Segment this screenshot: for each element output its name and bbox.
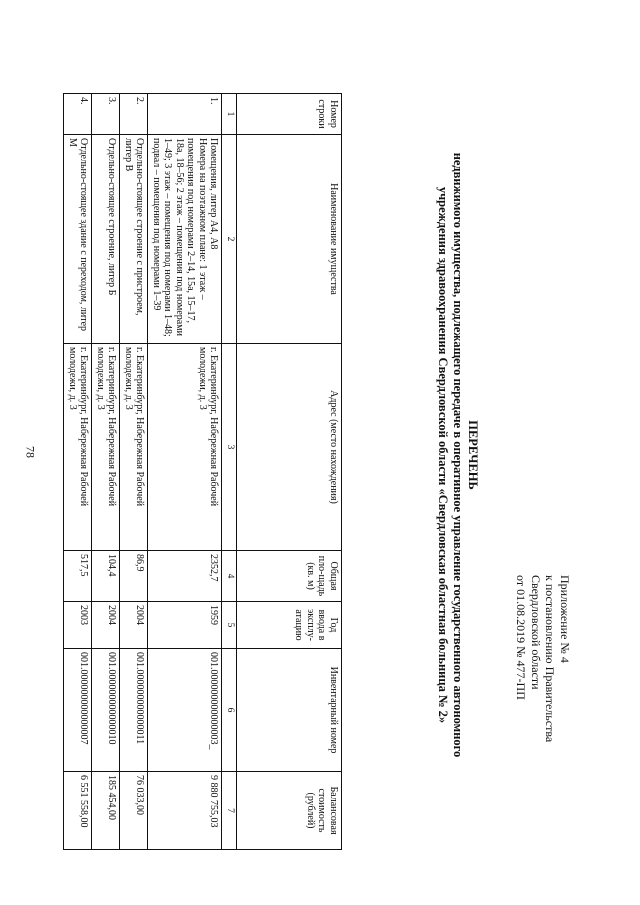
column-number: 2 — [222, 135, 237, 344]
title-subheading: учреждения здравоохранения Свердловской области «Свердловская областная больница № 2» — [436, 186, 450, 724]
property-name: Отдельно-стоящее строение, литер Б — [92, 135, 120, 344]
property-name: Отдельно-стоящее здание с переходом, литер М — [64, 135, 92, 344]
column-number: 1 — [222, 94, 237, 135]
header-address: Адрес (место нахождения) — [237, 344, 342, 551]
property-address: г. Екатеринбург, Набережная Рабочей молодежи, д. 3 — [148, 344, 222, 551]
row-number: 4. — [64, 94, 92, 135]
appendix-line: Приложение № 4 — [558, 575, 572, 663]
row-number: 3. — [92, 94, 120, 135]
inventory-number: 001.000000000000003_ — [148, 649, 222, 772]
inventory-number: 001.000000000000007 — [64, 649, 92, 772]
property-address: г. Екатеринбург, Набережная Рабочей молодежи, д. 3 — [64, 344, 92, 551]
inventory-number: 001.000000000000011 — [120, 649, 148, 772]
property-area: 2352,7 — [148, 551, 222, 602]
header-property-name: Наименование имущества — [237, 135, 342, 344]
table-row — [148, 94, 222, 850]
header-area: Общая пло-щадь (кв. м) — [237, 551, 342, 602]
header-year: Год ввода в эксплу-атацию — [237, 602, 342, 649]
document-title — [435, 95, 480, 815]
header-inventory-number: Инвентарный номер — [237, 649, 342, 772]
property-address: г. Екатеринбург, Набережная Рабочей молодежи, д. 3 — [92, 344, 120, 551]
table-row — [64, 94, 92, 850]
property-area: 104,4 — [92, 551, 120, 602]
property-name: Помещения, литер А4, А8 Номера на поэтажном плане: 1 этаж – помещения под номерами 2–14, 15а, 15–17, 18а, 18–56; 2 этаж – помещения под номерами 1–49; 3 этаж – помещения под номерами 1–48; подвал – помещения под номерами 1–39 — [148, 135, 222, 344]
property-area: 517,5 — [64, 551, 92, 602]
property-year: 2003 — [64, 602, 92, 649]
property-address: г. Екатеринбург, Набережная Рабочей молодежи, д. 3 — [120, 344, 148, 551]
table-row — [92, 94, 120, 850]
property-year: 2004 — [92, 602, 120, 649]
column-number: 5 — [222, 602, 237, 649]
title-heading: ПЕРЕЧЕНЬ — [466, 420, 480, 490]
column-number: 6 — [222, 649, 237, 772]
title-subheading: недвижимого имущества, подлежащего передаче в оперативное управление государственного автономного — [451, 152, 465, 758]
balance-value: 185 454,00 — [92, 772, 120, 850]
column-number: 3 — [222, 344, 237, 551]
property-area: 86,9 — [120, 551, 148, 602]
balance-value: 76 033,00 — [120, 772, 148, 850]
header-row-number: Номер строки — [237, 94, 342, 135]
appendix-header — [514, 575, 572, 815]
header-balance-value: Балансовая стоимость (рублей) — [237, 772, 342, 850]
row-number: 2. — [120, 94, 148, 135]
balance-value: 6 551 558,00 — [64, 772, 92, 850]
balance-value: 9 880 755,03 — [148, 772, 222, 850]
property-name: Отдельно-стоящее строение с пристроем, литер В — [120, 135, 148, 344]
property-year: 1959 — [148, 602, 222, 649]
appendix-line: Свердловской области — [529, 575, 543, 690]
column-number-row — [222, 94, 237, 850]
appendix-line: от 01.08.2019 № 477-ПП — [514, 575, 529, 700]
page-number: 78 — [23, 446, 38, 458]
property-year: 2004 — [120, 602, 148, 649]
inventory-number: 001.000000000000010 — [92, 649, 120, 772]
column-number: 7 — [222, 772, 237, 850]
table-row — [120, 94, 148, 850]
appendix-line: к постановлению Правительства — [543, 575, 558, 743]
property-table — [64, 93, 343, 850]
column-number: 4 — [222, 551, 237, 602]
row-number: 1. — [148, 94, 222, 135]
table-header-row — [237, 94, 342, 850]
